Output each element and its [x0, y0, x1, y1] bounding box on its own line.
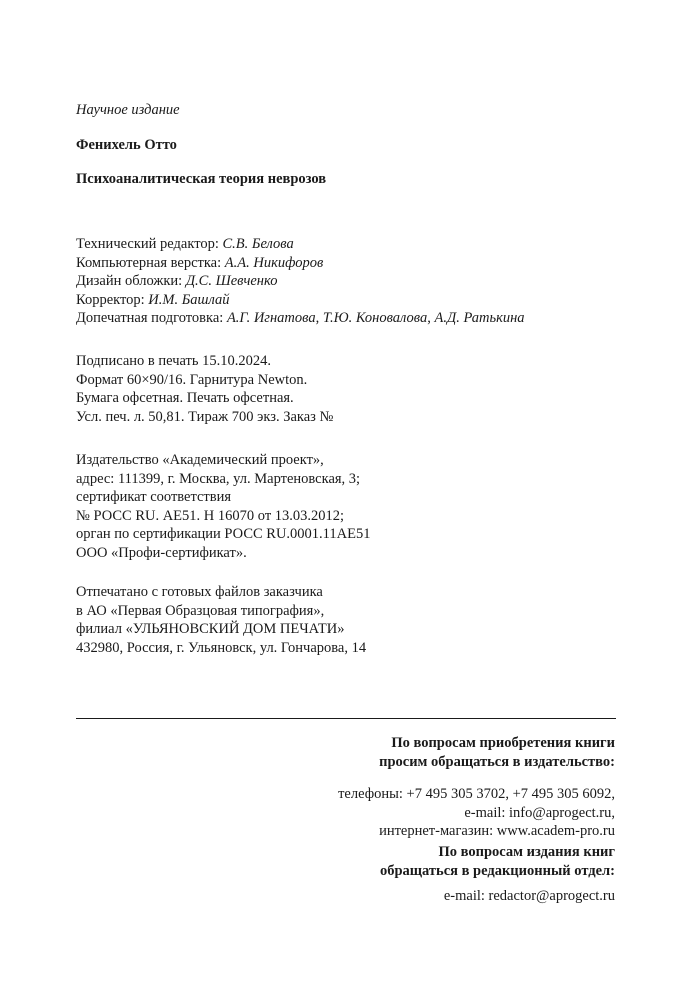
publisher-line: адрес: 111399, г. Москва, ул. Мартеновская, 3;	[76, 470, 361, 487]
publisher-line: ООО «Профи-сертификат».	[76, 544, 247, 561]
print-info-line: Усл. печ. л. 50,81. Тираж 700 экз. Заказ №	[76, 408, 334, 425]
email-link[interactable]: e-mail: info@aprogect.ru,	[464, 804, 615, 821]
credit-role: Допечатная подготовка:	[76, 310, 227, 327]
credit-name: Д.С. Шевченко	[185, 273, 278, 290]
print-info-block	[76, 352, 333, 426]
credit-role: Компьютерная верстка:	[76, 254, 225, 271]
credit-name: Т.Ю. Коновалова	[322, 310, 428, 327]
credit-role: Корректор:	[76, 291, 149, 308]
credit-name: А.Д. Ратькина	[434, 310, 525, 327]
credit-line	[76, 235, 525, 254]
purchase-heading-line: По вопросам приобретения книги	[391, 735, 615, 751]
credits-block	[76, 235, 525, 328]
credit-role: Дизайн обложки:	[76, 273, 186, 290]
print-info-line: Подписано в печать 15.10.2024.	[76, 353, 271, 369]
print-info-line: Бумага офсетная. Печать офсетная.	[76, 390, 294, 407]
credit-role: Технический редактор:	[76, 236, 223, 252]
credit-line	[76, 291, 525, 310]
publisher-line: орган по сертификации РОСС RU.0001.11АЕ51	[76, 526, 371, 543]
printer-line: Отпечатано с готовых файлов заказчика	[76, 584, 323, 600]
credit-name: С.В. Белова	[222, 236, 294, 252]
publisher-line: Издательство «Академический проект»,	[76, 452, 324, 468]
credit-name: И.М. Башлай	[148, 291, 230, 308]
purchase-heading-line: просим обращаться в издательство:	[379, 753, 615, 770]
phones: телефоны: +7 495 305 3702, +7 495 305 6092,	[338, 786, 615, 802]
book-title: Психоаналитическая теория неврозов	[76, 171, 327, 187]
credit-name: А.Г. Игнатова	[226, 310, 316, 327]
purchase-contacts	[75, 785, 615, 841]
edition-contacts	[75, 887, 615, 906]
print-info-line: Формат 60×90/16. Гарнитура Newton.	[76, 371, 308, 388]
publisher-line: № РОСС RU. АЕ51. Н 16070 от 13.03.2012;	[76, 507, 345, 524]
publisher-line: сертификат соответствия	[76, 489, 232, 506]
credit-line	[76, 254, 525, 273]
author-name: Фенихель Отто	[76, 137, 177, 153]
divider	[76, 718, 616, 719]
separator: ,	[427, 310, 435, 327]
printer-line: филиал «УЛЬЯНОВСКИЙ ДОМ ПЕЧАТИ»	[76, 621, 345, 638]
edition-type: Научное издание	[76, 102, 180, 118]
edition-heading-line: обращаться в редакционный отдел:	[379, 862, 615, 879]
printer-line: 432980, Россия, г. Ульяновск, ул. Гончарова, 14	[76, 639, 367, 656]
edition-heading-line: По вопросам издания книг	[438, 844, 615, 860]
web-store-link[interactable]: интернет-магазин: www.academ-pro.ru	[379, 823, 615, 840]
separator: ,	[315, 310, 323, 327]
editorial-email-link[interactable]: e-mail: redactor@aprogect.ru	[443, 888, 615, 904]
printer-block	[76, 583, 366, 657]
credit-line	[76, 309, 525, 328]
credit-name: А.А. Никифоров	[224, 254, 324, 271]
edition-heading	[75, 843, 615, 880]
printer-line: в АО «Первая Образцовая типография»,	[76, 602, 325, 619]
publisher-block	[76, 451, 370, 563]
credit-line	[76, 272, 525, 291]
purchase-heading	[75, 734, 615, 771]
